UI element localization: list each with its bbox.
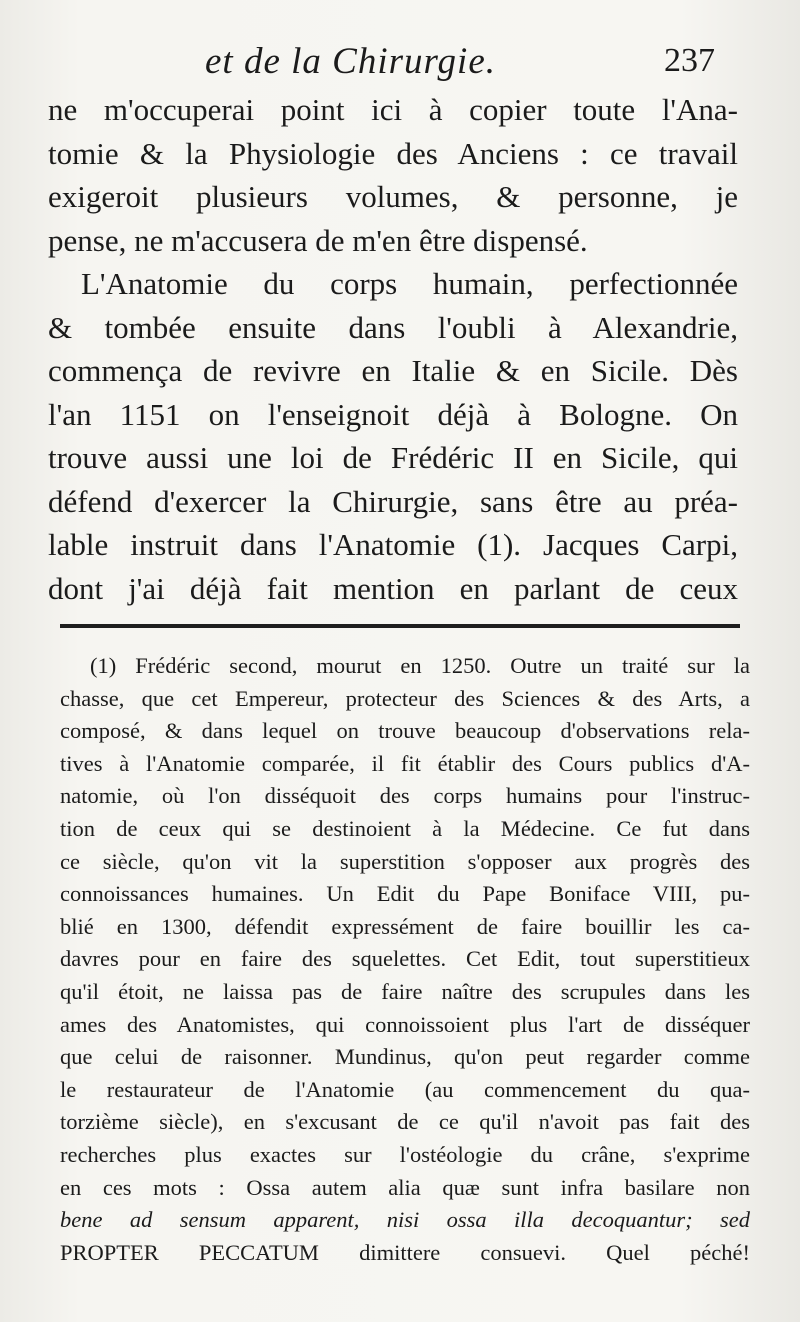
text-line: dont j'ai déjà fait mention en parlant de ceux: [48, 570, 738, 606]
text-line: trouve aussi une loi de Frédéric II en Sicile, qui: [48, 440, 738, 475]
main-text: [48, 88, 738, 610]
footnote-line: ce siècle, qu'on vit la superstition s'opposer aux progrès des: [60, 848, 750, 874]
footnote-line: PROPTER PECCATUM dimittere consuevi. Quel péché!: [60, 1239, 750, 1265]
footnote: [60, 650, 750, 1269]
footnote-divider: [60, 624, 740, 628]
footnote-line: blié en 1300, défendit expressément de faire bouillir les ca-: [60, 913, 750, 939]
footnote-line: ames des Anatomistes, qui connoissoient plus l'art de disséquer: [60, 1011, 750, 1037]
footnote-line: bene ad sensum apparent, nisi ossa illa decoquantur; sed: [60, 1207, 750, 1233]
page-number: 237: [664, 42, 715, 79]
footnote-line: tives à l'Anatomie comparée, il fit établir des Cours publics d'A-: [60, 750, 750, 776]
footnote-line: tion de ceux qui se destinoient à la Médecine. Ce fut dans: [60, 815, 750, 841]
footnote-line: davres pour en faire des squelettes. Cet Edit, tout superstitieux: [60, 946, 750, 972]
footnote-line: que celui de raisonner. Mundinus, qu'on peut regarder comme: [60, 1044, 750, 1070]
text-line: l'an 1151 on l'enseignoit déjà à Bologne. On: [48, 396, 738, 432]
text-line: lable instruit dans l'Anatomie (1). Jacques Carpi,: [48, 527, 738, 562]
footnote-line: qu'il étoit, ne laissa pas de faire naître des scrupules dans les: [60, 978, 750, 1004]
footnote-line: torzième siècle), en s'excusant de ce qu'il n'avoit pas fait des: [60, 1109, 750, 1135]
text-line: exigeroit plusieurs volumes, & personne, je: [48, 179, 738, 214]
footnote-line: composé, & dans lequel on trouve beaucoup d'observations rela-: [60, 718, 750, 744]
footnote-line: natomie, où l'on disséquoit des corps humains pour l'instruc-: [60, 783, 750, 809]
text-line: tomie & la Physiologie des Anciens : ce travail: [48, 135, 738, 171]
running-head: et de la Chirurgie.: [205, 41, 496, 82]
text-line: défend d'exercer la Chirurgie, sans être au préa-: [48, 483, 738, 519]
footnote-line: (1) Frédéric second, mourut en 1250. Outre un traité sur la: [90, 653, 750, 678]
text-line: commença de revivre en Italie & en Sicile. Dès: [48, 353, 738, 388]
text-line: L'Anatomie du corps humain, perfectionnée: [81, 266, 738, 301]
page-header: [0, 40, 800, 90]
text-line: & tombée ensuite dans l'oubli à Alexandrie,: [48, 309, 738, 345]
footnote-line: recherches plus exactes sur l'ostéologie du crâne, s'exprime: [60, 1141, 750, 1167]
footnote-line: chasse, que cet Empereur, protecteur des Sciences & des Arts, a: [60, 685, 750, 711]
footnote-line: le restaurateur de l'Anatomie (au commencement du qua-: [60, 1076, 750, 1102]
footnote-line: en ces mots : Ossa autem alia quæ sunt infra basilare non: [60, 1174, 750, 1200]
footnote-line: connoissances humaines. Un Edit du Pape Boniface VIII, pu-: [60, 881, 750, 907]
text-line: pense, ne m'accusera de m'en être dispensé.: [48, 222, 588, 258]
text-line: ne m'occuperai point ici à copier toute l'Ana-: [48, 92, 738, 127]
